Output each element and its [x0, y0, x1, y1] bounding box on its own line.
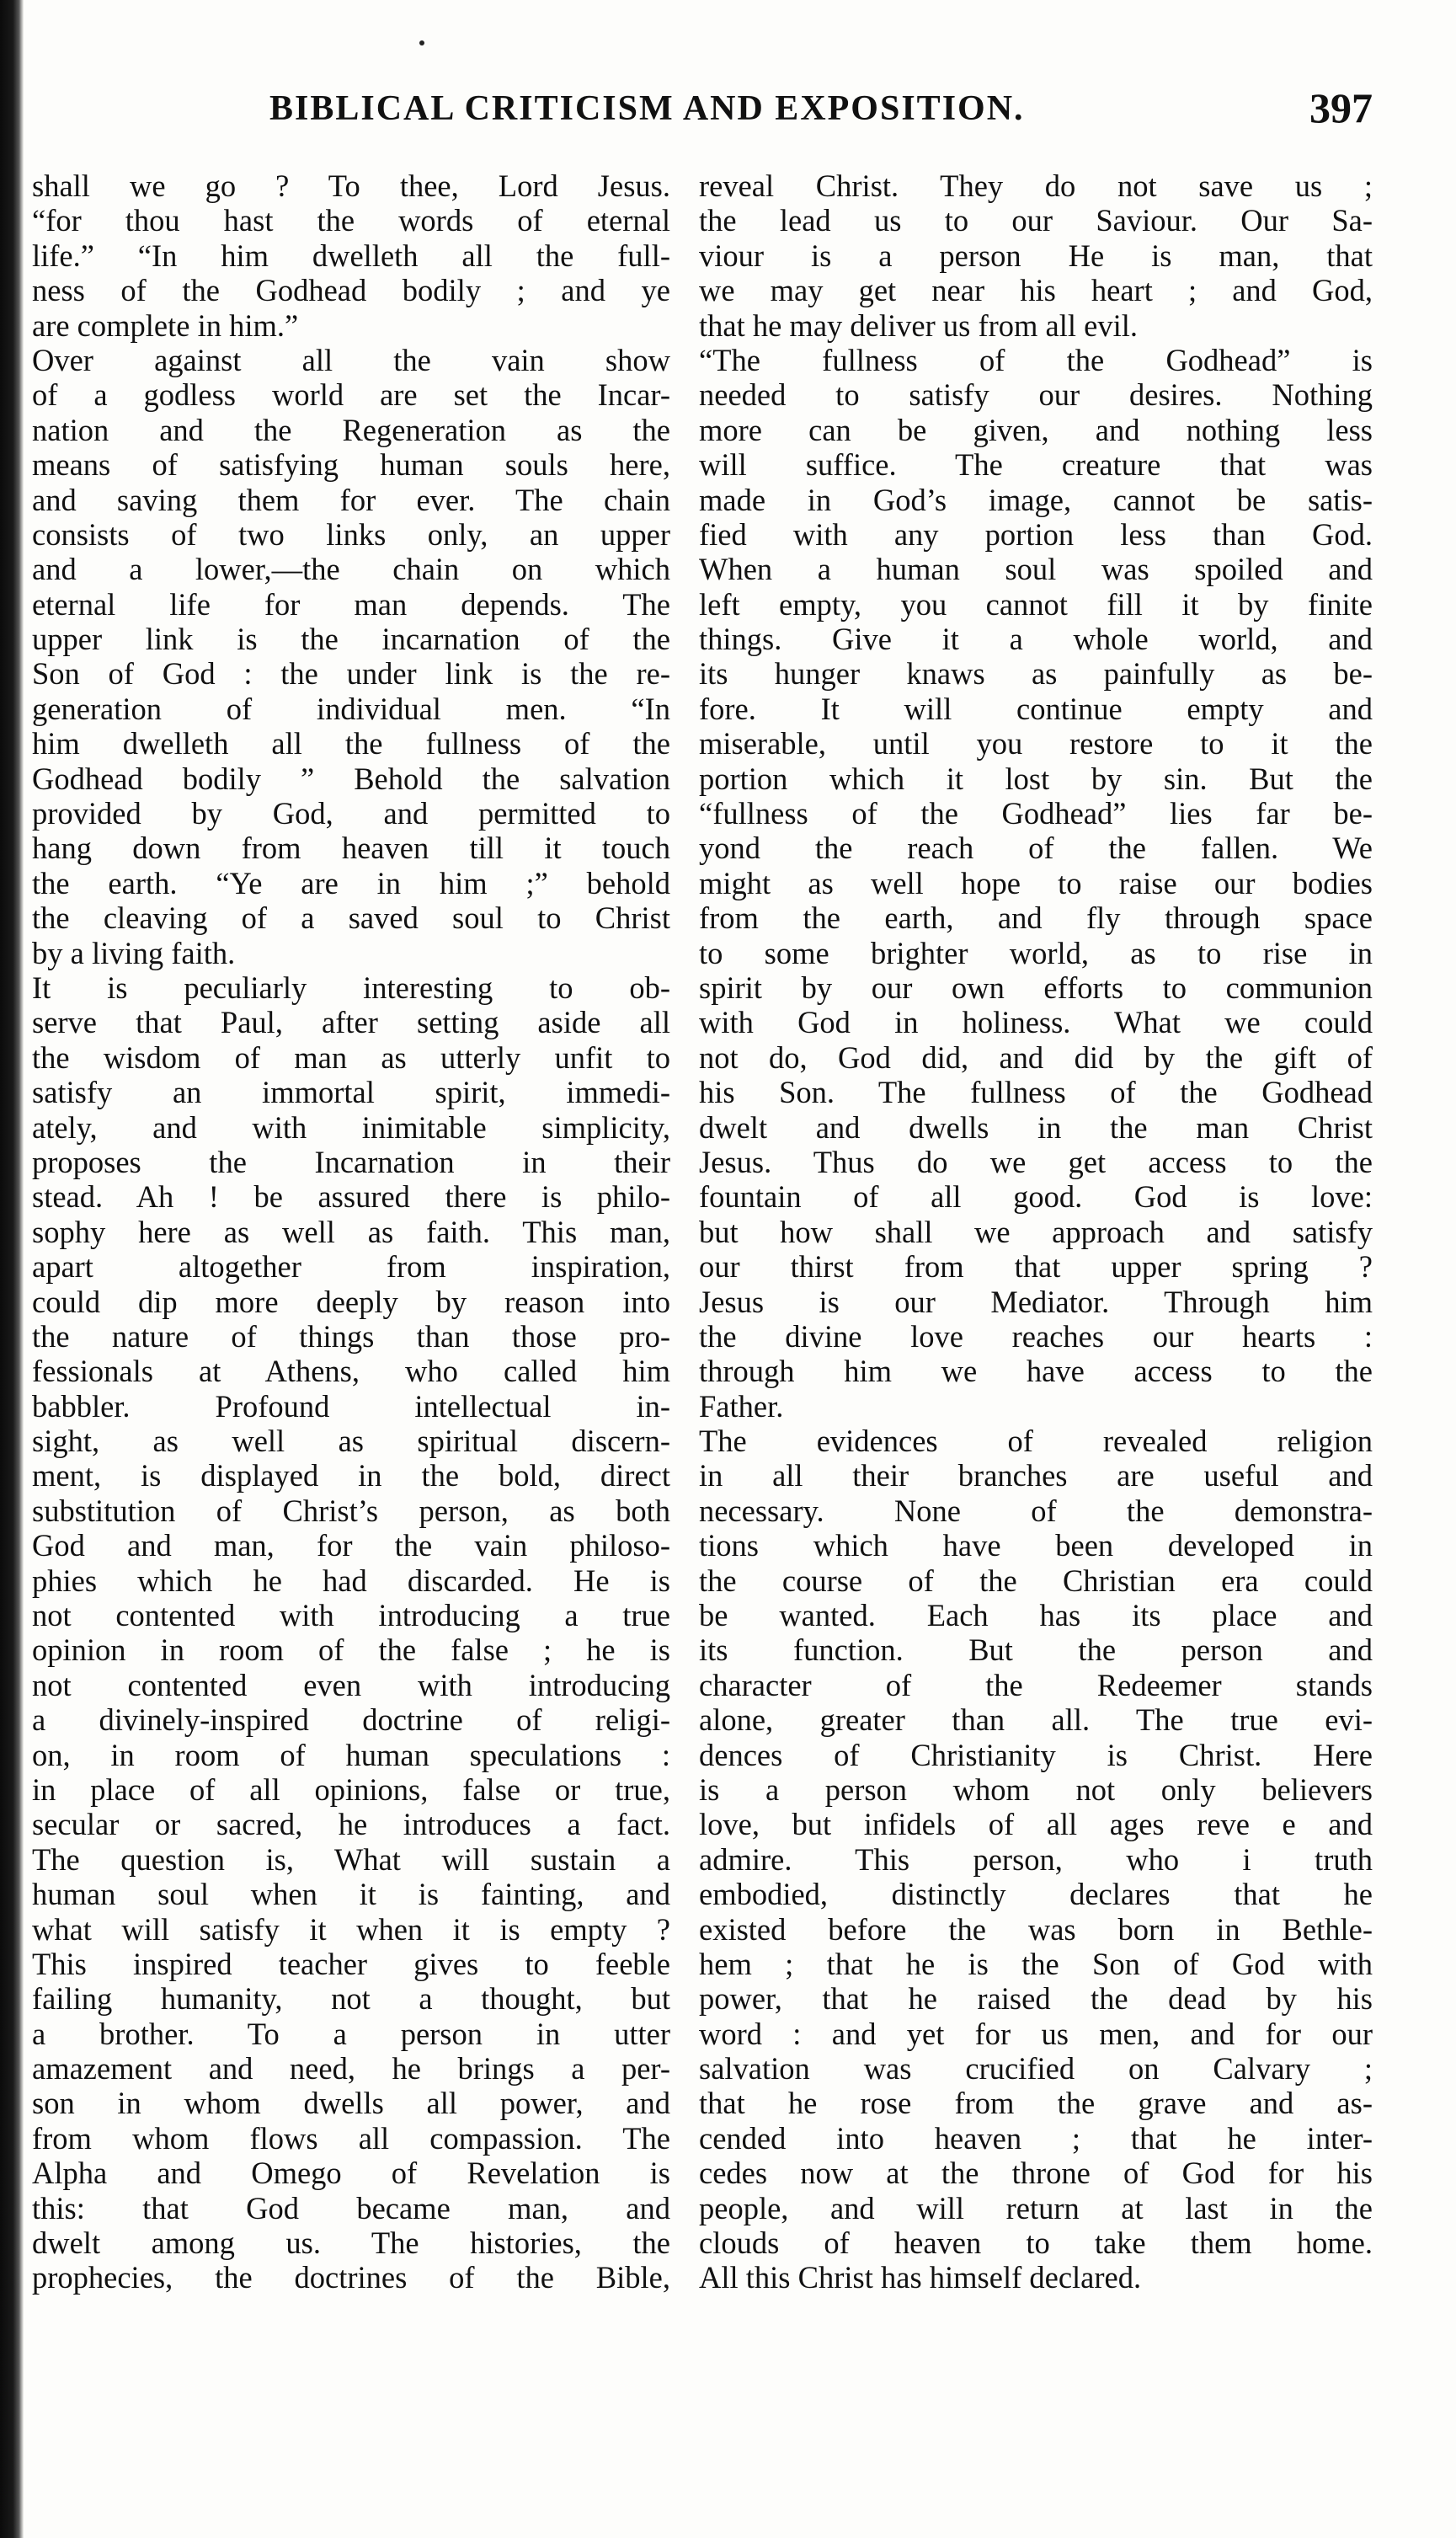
text-line: our thirst from that upper spring ? — [699, 1249, 1373, 1285]
text-line: is a person whom not only believers — [699, 1771, 1373, 1807]
text-line: his Son. The fullness of the Godhead — [699, 1075, 1373, 1110]
text-line: phies which he had discarded. He is — [32, 1563, 670, 1598]
text-line: the course of the Christian era could — [699, 1563, 1373, 1598]
text-line: Jesus is our Mediator. Through him — [699, 1284, 1373, 1319]
text-line: ately, and with inimitable simplicity, — [32, 1109, 670, 1145]
text-line: fied with any portion less than God. — [699, 516, 1373, 552]
text-line: substitution of Christ’s person, as both — [32, 1493, 670, 1528]
text-line: word : and yet for us men, and for our — [699, 2016, 1373, 2051]
text-line: him dwelleth all the fullness of the — [32, 726, 670, 761]
text-line: amazement and need, he brings a per- — [32, 2051, 670, 2087]
text-line: human soul when it is fainting, and — [32, 1877, 670, 1912]
text-line: proposes the Incarnation in their — [32, 1144, 670, 1179]
text-line: upper link is the incarnation of the — [32, 622, 670, 657]
text-line: yond the reach of the fallen. We — [699, 831, 1373, 866]
page-header — [269, 80, 1373, 139]
text-line: its function. But the person and — [699, 1632, 1373, 1668]
text-line: ment, is displayed in the bold, direct — [32, 1458, 670, 1493]
text-line: character of the Redeemer stands — [699, 1667, 1373, 1702]
text-line: apart altogether from inspiration, — [32, 1249, 670, 1285]
text-line: things. Give it a whole world, and — [699, 622, 1373, 657]
text-line: sight, as well as spiritual discern- — [32, 1424, 670, 1459]
text-line: from whom flows all compassion. The — [32, 2120, 670, 2156]
text-line: admire. This person, who i truth — [699, 1841, 1373, 1877]
text-line: on, in room of human speculations : — [32, 1737, 670, 1772]
text-line: spirit by our own efforts to communion — [699, 970, 1373, 1005]
text-line: the cleaving of a saved soul to Christ — [32, 900, 670, 936]
print-dot — [419, 40, 424, 45]
text-line: cedes now at the throne of God for his — [699, 2156, 1373, 2191]
text-line: that he rose from the grave and as- — [699, 2086, 1373, 2121]
text-line: not do, God did, and did by the gift of — [699, 1039, 1373, 1075]
text-line: alone, greater than all. The true evi- — [699, 1702, 1373, 1738]
text-line: the lead us to our Saviour. Our Sa- — [699, 203, 1373, 238]
text-line: life.” “In him dwelleth all the full- — [32, 238, 670, 273]
running-head: BIBLICAL CRITICISM AND EXPOSITION. — [269, 89, 1025, 128]
text-line: necessary. None of the demonstra- — [699, 1493, 1373, 1528]
text-line: could dip more deeply by reason into — [32, 1284, 670, 1319]
text-line: secular or sacred, he introduces a fact. — [32, 1807, 670, 1842]
text-line: reveal Christ. They do not save us ; — [699, 168, 1373, 203]
text-line: needed to satisfy our desires. Nothing — [699, 377, 1373, 413]
text-line: nation and the Regeneration as the — [32, 412, 670, 447]
text-line: we may get near his heart ; and God, — [699, 273, 1373, 308]
text-line: viour is a person He is man, that — [699, 238, 1373, 273]
text-line: ness of the Godhead bodily ; and ye — [32, 273, 670, 308]
right-column — [699, 168, 1373, 2295]
text-line: Godhead bodily ” Behold the salvation — [32, 761, 670, 796]
text-line: made in God’s image, cannot be satis- — [699, 482, 1373, 517]
text-line: in place of all opinions, false or true, — [32, 1771, 670, 1807]
text-line: “for thou hast the words of eternal — [32, 203, 670, 238]
text-line: stead. Ah ! be assured there is philo- — [32, 1179, 670, 1215]
text-line: eternal life for man depends. The — [32, 586, 670, 622]
text-line: prophecies, the doctrines of the Bible, — [32, 2260, 670, 2295]
text-line: of a godless world are set the Incar- — [32, 377, 670, 413]
text-line: provided by God, and permitted to — [32, 796, 670, 831]
text-line: When a human soul was spoiled and — [699, 552, 1373, 587]
left-column — [32, 168, 670, 2295]
text-line: “The fullness of the Godhead” is — [699, 342, 1373, 377]
text-line: dwelt among us. The histories, the — [32, 2225, 670, 2261]
text-line: from the earth, and fly through space — [699, 900, 1373, 936]
text-line: Son of God : the under link is the re- — [32, 656, 670, 692]
text-line: hang down from heaven till it touch — [32, 831, 670, 866]
text-line: are complete in him.” — [32, 307, 299, 343]
text-line: Jesus. Thus do we get access to the — [699, 1144, 1373, 1179]
text-line: This inspired teacher gives to feeble — [32, 1946, 670, 1981]
text-line: in all their branches are useful and — [699, 1458, 1373, 1493]
text-line: Father. — [699, 1388, 784, 1424]
text-line: All this Christ has himself declared. — [699, 2260, 1142, 2295]
text-line: a brother. To a person in utter — [32, 2016, 670, 2051]
text-line: means of satisfying human souls here, — [32, 447, 670, 483]
text-line: embodied, distinctly declares that he — [699, 1877, 1373, 1912]
text-line: with God in holiness. What we could — [699, 1005, 1373, 1040]
text-line: Alpha and Omego of Revelation is — [32, 2156, 670, 2191]
page-number: 397 — [1309, 84, 1373, 131]
text-line: not contented even with introducing — [32, 1667, 670, 1702]
text-line: and a lower,—the chain on which — [32, 552, 670, 587]
text-line: left empty, you cannot fill it by finite — [699, 586, 1373, 622]
text-line: the nature of things than those pro- — [32, 1318, 670, 1354]
text-line: “fullness of the Godhead” lies far be- — [699, 796, 1373, 831]
text-line: fore. It will continue empty and — [699, 691, 1373, 726]
text-line: salvation was crucified on Calvary ; — [699, 2051, 1373, 2087]
text-line: miserable, until you restore to it the — [699, 726, 1373, 761]
text-line: It is peculiarly interesting to ob- — [32, 970, 670, 1005]
text-line: people, and will return at last in the — [699, 2190, 1373, 2225]
text-line: dwelt and dwells in the man Christ — [699, 1109, 1373, 1145]
text-line: dences of Christianity is Christ. Here — [699, 1737, 1373, 1772]
book-binding-edge — [0, 0, 24, 2538]
text-line: but how shall we approach and satisfy — [699, 1214, 1373, 1249]
text-line: consists of two links only, an upper — [32, 516, 670, 552]
text-line: satisfy an immortal spirit, immedi- — [32, 1075, 670, 1110]
text-line: fessionals at Athens, who called him — [32, 1354, 670, 1389]
text-line: babbler. Profound intellectual in- — [32, 1388, 670, 1424]
text-line: will suffice. The creature that was — [699, 447, 1373, 483]
text-line: clouds of heaven to take them home. — [699, 2225, 1373, 2261]
text-line: this: that God became man, and — [32, 2190, 670, 2225]
text-line: be wanted. Each has its place and — [699, 1598, 1373, 1633]
text-line: what will satisfy it when it is empty ? — [32, 1911, 670, 1947]
text-line: The evidences of revealed religion — [699, 1424, 1373, 1459]
text-line: the earth. “Ye are in him ;” behold — [32, 865, 670, 900]
text-line: serve that Paul, after setting aside all — [32, 1005, 670, 1040]
text-line: tions which have been developed in — [699, 1528, 1373, 1563]
text-line: hem ; that he is the Son of God with — [699, 1946, 1373, 1981]
text-line: love, but infidels of all ages reve e and — [699, 1807, 1373, 1842]
text-line: might as well hope to raise our bodies — [699, 865, 1373, 900]
text-line: that he may deliver us from all evil. — [699, 307, 1138, 343]
text-line: shall we go ? To thee, Lord Jesus. — [32, 168, 670, 203]
text-line: generation of individual men. “In — [32, 691, 670, 726]
text-line: the divine love reaches our hearts : — [699, 1318, 1373, 1354]
text-line: opinion in room of the false ; he is — [32, 1632, 670, 1668]
text-line: its hunger knaws as painfully as be- — [699, 656, 1373, 692]
text-line: portion which it lost by sin. But the — [699, 761, 1373, 796]
text-line: fountain of all good. God is love: — [699, 1179, 1373, 1215]
text-line: The question is, What will sustain a — [32, 1841, 670, 1877]
text-line: a divinely-inspired doctrine of religi- — [32, 1702, 670, 1738]
text-line: cended into heaven ; that he inter- — [699, 2120, 1373, 2156]
text-line: power, that he raised the dead by his — [699, 1981, 1373, 2017]
text-line: failing humanity, not a thought, but — [32, 1981, 670, 2017]
text-line: to some brighter world, as to rise in — [699, 935, 1373, 970]
text-line: sophy here as well as faith. This man, — [32, 1214, 670, 1249]
text-line: Over against all the vain show — [32, 342, 670, 377]
text-line: by a living faith. — [32, 935, 236, 970]
text-line: existed before the was born in Bethle- — [699, 1911, 1373, 1947]
text-line: more can be given, and nothing less — [699, 412, 1373, 447]
text-line: the wisdom of man as utterly unfit to — [32, 1039, 670, 1075]
text-line: through him we have access to the — [699, 1354, 1373, 1389]
text-line: and saving them for ever. The chain — [32, 482, 670, 517]
text-line: God and man, for the vain philoso- — [32, 1528, 670, 1563]
text-line: not contented with introducing a true — [32, 1598, 670, 1633]
text-line: son in whom dwells all power, and — [32, 2086, 670, 2121]
